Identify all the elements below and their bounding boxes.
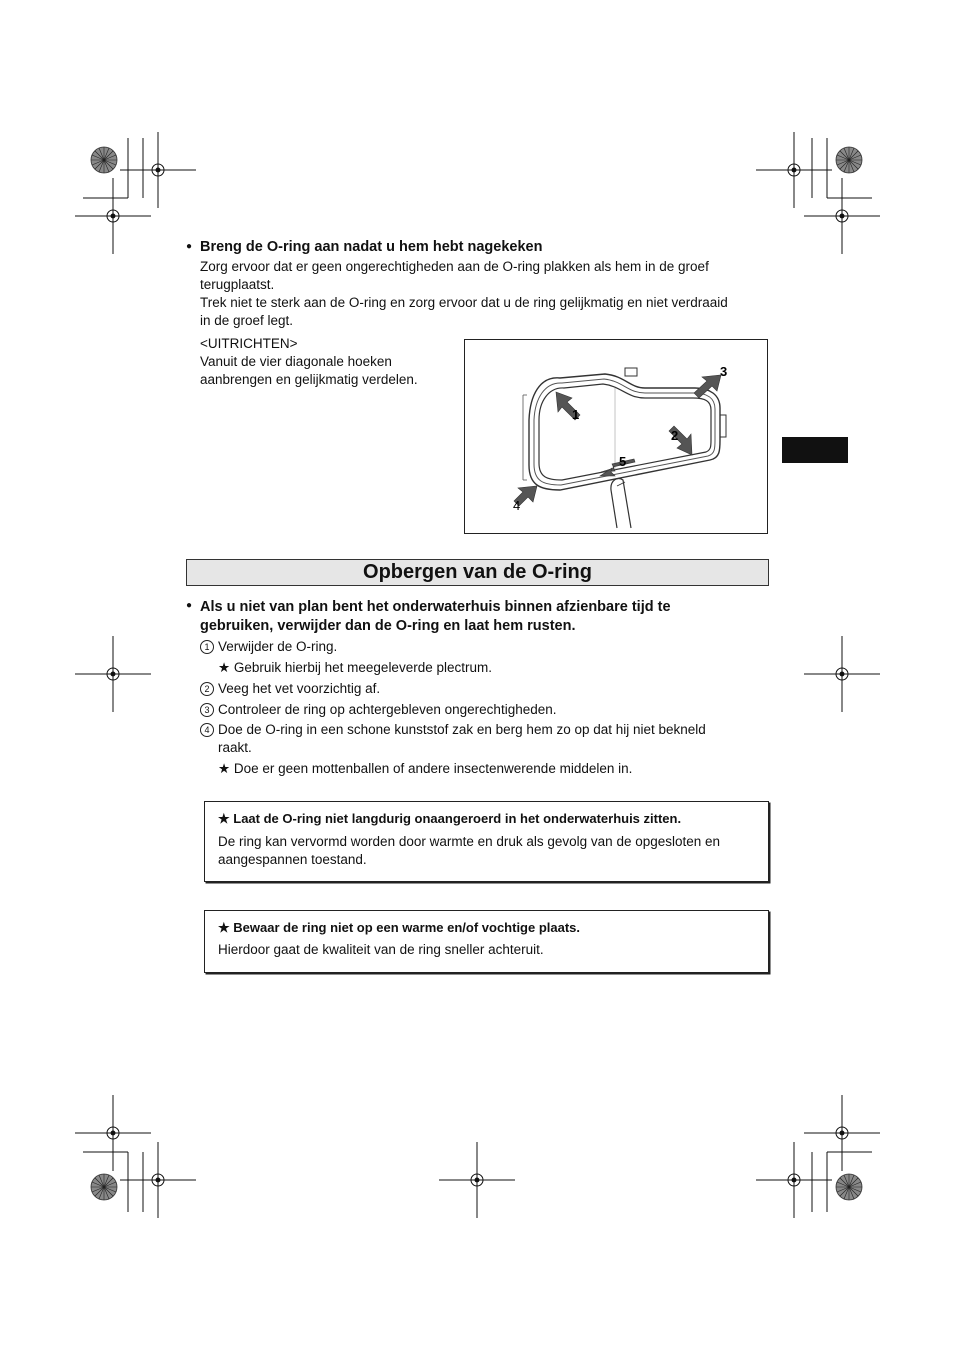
- caution-box-2: [204, 910, 769, 973]
- o-ring-diagram: [465, 340, 767, 533]
- caution-box-1: [204, 801, 769, 882]
- section-bullet-text: Als u niet van plan bent het onderwaterhuis binnen afzienbare tijd te gebruiken, verwijder dan de O-ring en laat hem rusten.: [200, 599, 671, 634]
- figure-label-3: 3: [720, 364, 728, 379]
- intro-heading: Breng de O-ring aan nadat u hem hebt nagekeken: [200, 239, 543, 255]
- figure-label-4: 4: [513, 498, 521, 513]
- step-3: 3 Controleer de ring op achtergebleven ongerechtigheden.: [200, 701, 557, 719]
- language-tab: [782, 437, 848, 463]
- intro-paragraph: Zorg ervoor dat er geen ongerechtigheden aan de O-ring plakken als hem in de groef terugplaatst. Trek niet te sterk aan de O-ring en zorg ervoor dat u de ring gelijkmatig en niet verdraaid in de groef legt.: [200, 259, 728, 328]
- step-4: 4 Doe de O-ring in een schone kunststof zak en berg hem zo op dat hij niet bekneld: [200, 721, 760, 739]
- step-4-note: ★ Doe er geen mottenballen of andere insectenwerende middelen in.: [218, 761, 633, 776]
- section-header: [186, 559, 769, 586]
- step-1: 1 Verwijder de O-ring.: [200, 638, 337, 656]
- figure-label-2: 2: [671, 428, 679, 443]
- caution-body: Hierdoor gaat de kwaliteit van de ring sneller achteruit.: [218, 942, 544, 957]
- o-ring-figure: [464, 339, 768, 534]
- figure-label-1: 1: [572, 407, 580, 422]
- step-number: 4: [200, 723, 214, 737]
- section-title: Opbergen van de O-ring: [363, 561, 592, 583]
- bullet-dot: ●: [186, 600, 193, 611]
- caution-title: ★ Bewaar de ring niet op een warme en/of vochtige plaats.: [218, 920, 581, 935]
- caution-body: De ring kan vervormd worden door warmte en druk als gevolg van de opgesloten en aangespannen toestand.: [218, 834, 721, 867]
- step-number: 2: [200, 682, 214, 696]
- step-2: 2 Veeg het vet voorzichtig af.: [200, 680, 380, 698]
- step-number: 1: [200, 640, 214, 654]
- figure-label-5: 5: [619, 454, 627, 469]
- step-4-continued: raakt.: [218, 740, 252, 755]
- caution-title: ★ Laat de O-ring niet langdurig onaangeroerd in het onderwaterhuis zitten.: [218, 811, 682, 826]
- align-instructions: <UITRICHTEN> Vanuit de vier diagonale hoeken aanbrengen en gelijkmatig verdelen.: [200, 336, 418, 387]
- step-1-note: ★ Gebruik hierbij het meegeleverde plectrum.: [218, 660, 492, 675]
- step-number: 3: [200, 703, 214, 717]
- bullet-dot: ●: [186, 241, 193, 252]
